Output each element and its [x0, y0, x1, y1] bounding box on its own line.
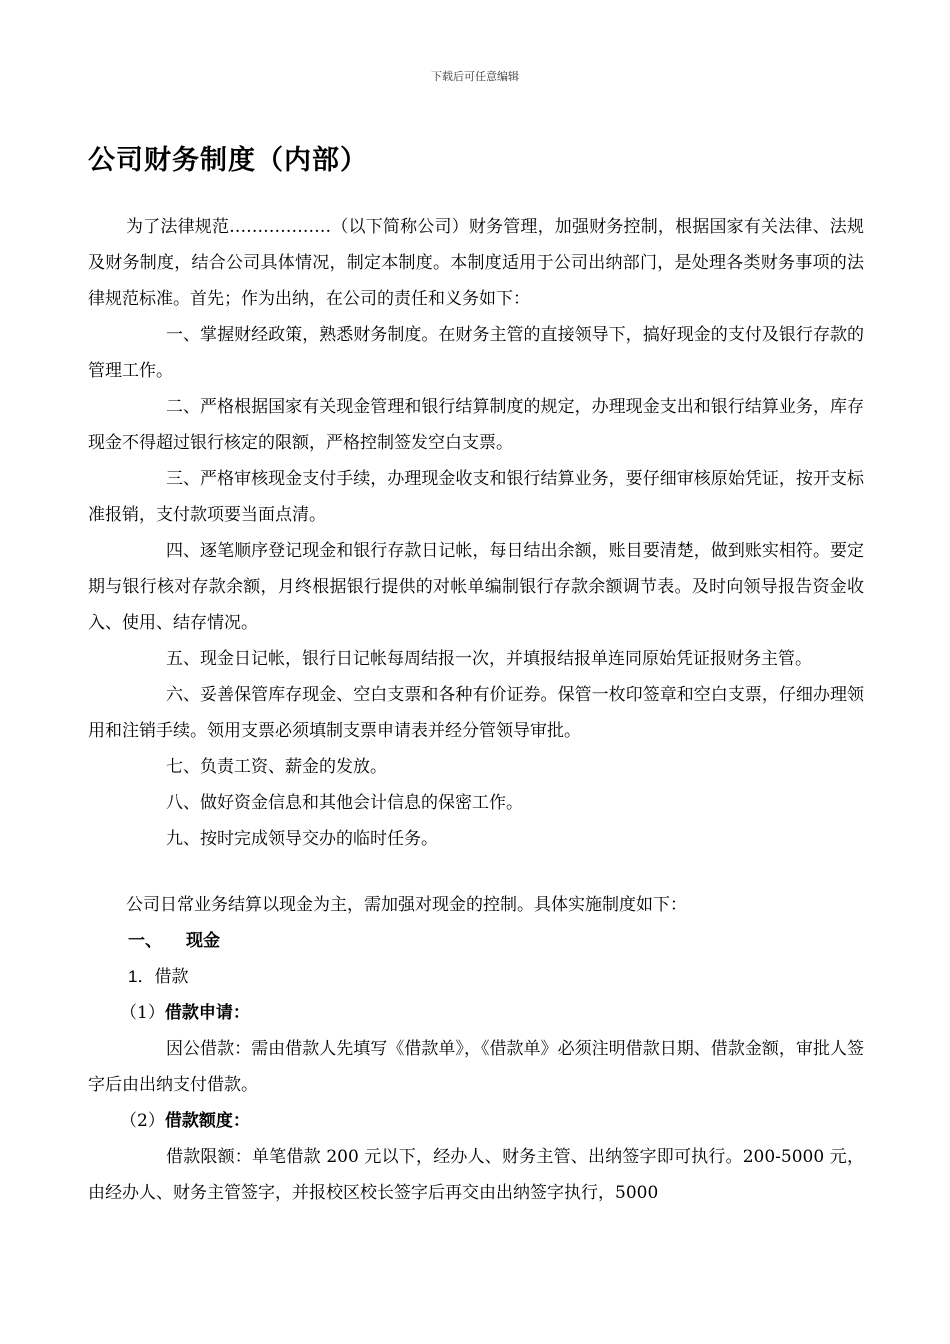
subheading-title: 借款额度：	[164, 1111, 250, 1131]
header-note: 下载后可任意编辑	[431, 70, 519, 83]
subheading-title: 借款申请：	[164, 1003, 250, 1023]
duty-item-3: 三、严格审核现金支付手续，办理现金收支和银行结算业务，要仔细审核原始凭证，按开支标准报销，支付款项要当面点清。	[88, 469, 864, 525]
document-title: 公司财务制度（内部）	[88, 145, 368, 176]
subheading-loan-application	[88, 995, 864, 1031]
duty-item-7: 七、负责工资、薪金的发放。	[166, 757, 387, 777]
paragraph-gap	[88, 857, 864, 887]
duty-item-9: 九、按时完成领导交办的临时任务。	[166, 829, 438, 849]
item-loan: 1．借款	[128, 967, 189, 986]
duty-item-6: 六、妥善保管库存现金、空白支票和各种有价证券。保管一枚印签章和空白支票，仔细办理领用和注销手续。领用支票必须填制支票申请表并经分管领导审批。	[88, 685, 864, 741]
loan-limit-text: 借款限额：单笔借款 200 元以下，经办人、财务主管、出纳签字即可执行。200-5000 元，由经办人、财务主管签字，并报校区校长签字后再交由出纳签字执行，5000	[88, 1147, 864, 1203]
intro-paragraph: 为了法律规范………………（以下简称公司）财务管理，加强财务控制，根据国家有关法律、法规及财务制度，结合公司具体情况，制定本制度。本制度适用于公司出纳部门，是处理各类财务事项的法律规范标准。首先；作为出纳，在公司的责任和义务如下：	[88, 217, 864, 309]
duty-item-8: 八、做好资金信息和其他会计信息的保密工作。	[166, 793, 523, 813]
document-body	[88, 209, 864, 1211]
subheading-number: （2）	[120, 1111, 165, 1131]
duty-item-2: 二、严格根据国家有关现金管理和银行结算制度的规定，办理现金支出和银行结算业务，库存现金不得超过银行核定的限额，严格控制签发空白支票。	[88, 397, 864, 453]
section-title: 现金	[186, 931, 220, 951]
duty-item-4: 四、逐笔顺序登记现金和银行存款日记帐，每日结出余额，账目要清楚，做到账实相符。要定期与银行核对存款余额，月终根据银行提供的对帐单编制银行存款余额调节表。及时向领导报告资金收入、使用、结存情况。	[88, 541, 864, 633]
section-number: 一、	[128, 931, 162, 951]
duty-item-1: 一、掌握财经政策，熟悉财务制度。在财务主管的直接领导下，搞好现金的支付及银行存款的管理工作。	[88, 325, 864, 381]
subheading-loan-limit	[88, 1103, 864, 1139]
cash-intro-paragraph: 公司日常业务结算以现金为主，需加强对现金的控制。具体实施制度如下：	[126, 895, 687, 915]
section-heading-cash	[88, 923, 864, 959]
duty-item-5: 五、现金日记帐，银行日记帐每周结报一次，并填报结报单连同原始凭证报财务主管。	[166, 649, 812, 669]
subheading-number: （1）	[120, 1003, 165, 1023]
loan-application-text: 因公借款：需由借款人先填写《借款单》，《借款单》必须注明借款日期、借款金额，审批人签字后由出纳支付借款。	[88, 1039, 864, 1095]
